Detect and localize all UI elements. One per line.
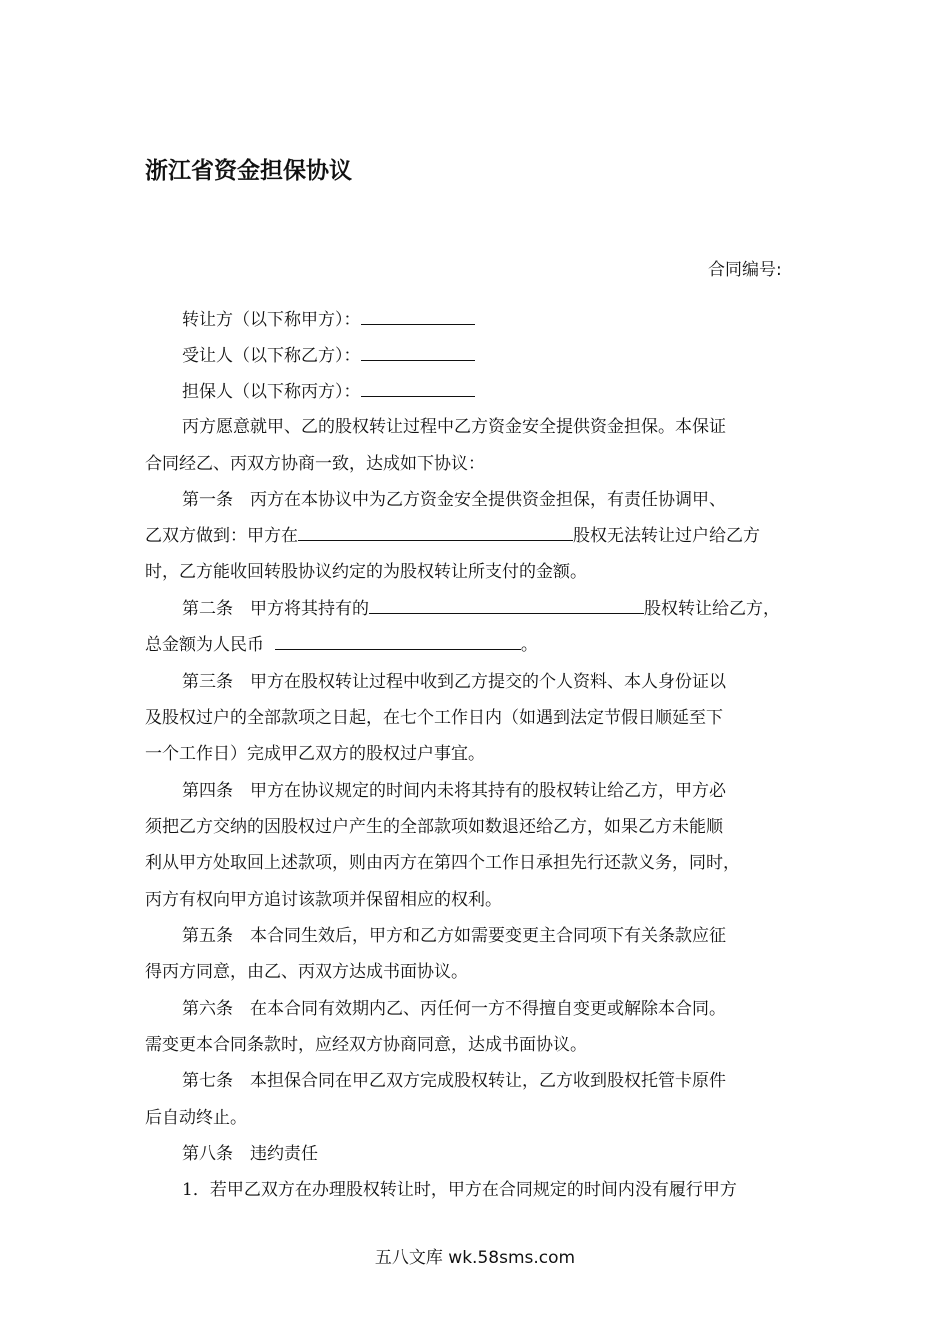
party-transferor-label: 转让方（以下称甲方）： [182, 310, 361, 330]
article-3-line-3: 一个工作日）完成甲乙双方的股权过户事宜。 [145, 744, 485, 764]
article-2-line-2 [145, 633, 538, 657]
article-2-text-b: 股权转让给乙方， [644, 599, 780, 619]
blank-field [298, 524, 573, 541]
article-1-line-1: 第一条 丙方在本协议中为乙方资金安全提供资金担保，有责任协调甲、 [182, 490, 726, 510]
blank-field [361, 344, 475, 361]
article-7-line-2: 后自动终止。 [145, 1108, 247, 1128]
article-2-text-d: 。 [520, 635, 538, 655]
contract-number-label: 合同编号: [708, 260, 782, 280]
article-5-line-2: 得丙方同意，由乙、丙双方达成书面协议。 [145, 962, 468, 982]
article-8-clause-1: 1．若甲乙双方在办理股权转让时，甲方在合同规定的时间内没有履行甲方 [182, 1180, 737, 1200]
article-2-text-c: 总金额为人民币 [145, 635, 264, 655]
party-guarantor [182, 380, 475, 404]
blank-field [361, 308, 475, 325]
article-6-line-1: 第六条 在本合同有效期内乙、丙任何一方不得擅自变更或解除本合同。 [182, 999, 726, 1019]
party-transferee-label: 受让人（以下称乙方）： [182, 346, 361, 366]
article-6-line-2: 需变更本合同条款时，应经双方协商同意，达成书面协议。 [145, 1035, 587, 1055]
article-4-line-2: 须把乙方交纳的因股权过户产生的全部款项如数退还给乙方，如果乙方未能顺 [145, 817, 723, 837]
article-1-line-3: 时，乙方能收回转股协议约定的为股权转让所支付的金额。 [145, 562, 587, 582]
article-7-line-1: 第七条 本担保合同在甲乙双方完成股权转让，乙方收到股权托管卡原件 [182, 1071, 726, 1091]
article-4-line-1: 第四条 甲方在协议规定的时间内未将其持有的股权转让给乙方，甲方必 [182, 781, 726, 801]
party-transferor [182, 308, 475, 332]
blank-field [369, 597, 644, 614]
article-4-line-4: 丙方有权向甲方追讨该款项并保留相应的权利。 [145, 890, 502, 910]
intro-line-1: 丙方愿意就甲、乙的股权转让过程中乙方资金安全提供资金担保。本保证 [182, 417, 726, 437]
article-1-text-a: 乙双方做到：甲方在 [145, 526, 298, 546]
party-transferee [182, 344, 475, 368]
party-guarantor-label: 担保人（以下称丙方）： [182, 382, 361, 402]
article-8-heading: 第八条 违约责任 [182, 1144, 318, 1164]
intro-line-2: 合同经乙、丙双方协商一致，达成如下协议： [145, 454, 485, 474]
article-1-text-b: 股权无法转让过户给乙方 [573, 526, 760, 546]
article-2-text-a: 第二条 甲方将其持有的 [182, 599, 369, 619]
footer-watermark: 五八文库 wk.58sms.com [374, 1248, 576, 1268]
article-5-line-1: 第五条 本合同生效后，甲方和乙方如需要变更主合同项下有关条款应征 [182, 926, 726, 946]
document-title: 浙江省资金担保协议 [145, 158, 352, 184]
blank-field [275, 633, 521, 650]
article-2-line-1 [182, 597, 780, 621]
article-1-line-2 [145, 524, 760, 548]
blank-field [361, 380, 475, 397]
article-4-line-3: 利从甲方处取回上述款项，则由丙方在第四个工作日承担先行还款义务，同时， [145, 853, 740, 873]
article-3-line-2: 及股权过户的全部款项之日起，在七个工作日内（如遇到法定节假日顺延至下 [145, 708, 723, 728]
article-3-line-1: 第三条 甲方在股权转让过程中收到乙方提交的个人资料、本人身份证以 [182, 672, 726, 692]
